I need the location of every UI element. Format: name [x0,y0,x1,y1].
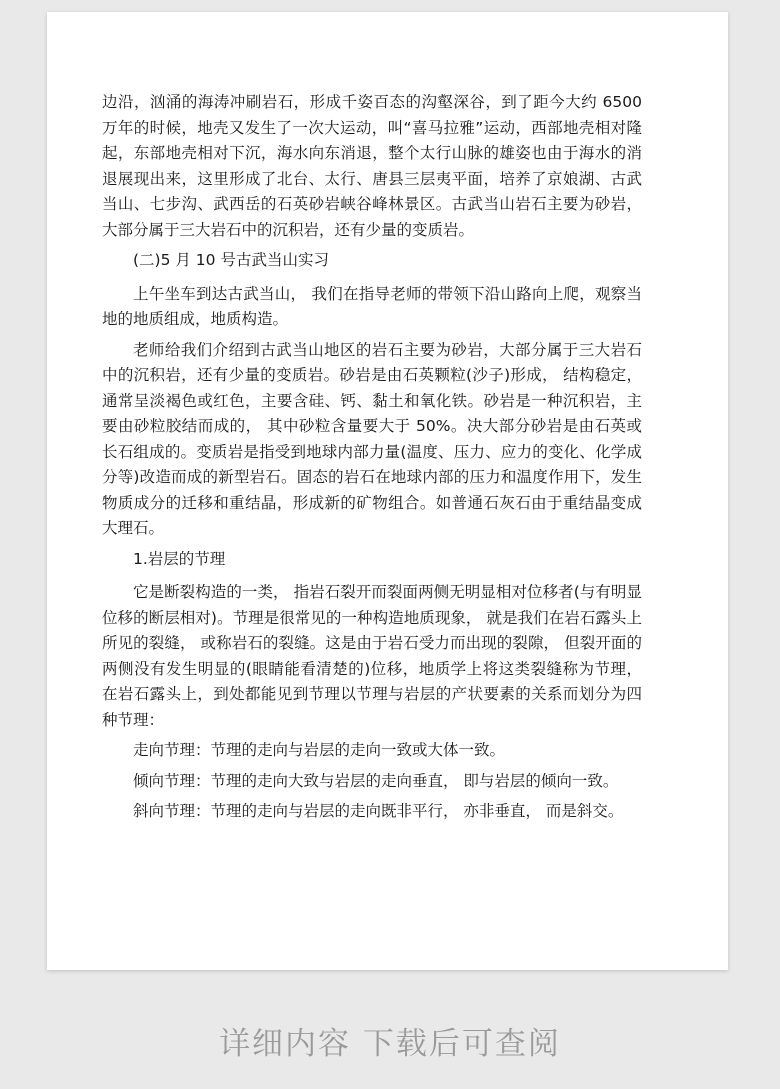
paragraph: 它是断裂构造的一类， 指岩石裂开而裂面两侧无明显相对位移者(与有明显位移的断层相对)。节理是很常见的一种构造地质现象， 就是我们在岩石露头上所见的裂缝， 或称岩石的裂缝。这是由于岩石受力而出现的裂隙， 但裂开面的两侧没有发生明显的(眼睛能看清楚的)位移，地质学上将这类裂缝称为节理， 在岩石露头上，到处都能见到节理以节理与岩层的产状要素的关系而划分为四种节理： [102,583,642,729]
list-item: 倾向节理：节理的走向大致与岩层的走向垂直， 即与岩层的倾向一致。 [133,771,619,790]
document-body [102,90,642,830]
paragraph: 老师给我们介绍到古武当山地区的岩石主要为砂岩，大部分属于三大岩石中的沉积岩，还有少量的变质岩。砂岩是由石英颗粒(沙子)形成， 结构稳定，通常呈淡褐色或红色，主要含硅、钙、黏土和氧化铁。砂岩是一种沉积岩，主要由砂粒胶结而成的， 其中砂粒含量要大于 50%。决大部分砂岩是由石英或长石组成的。变质岩是指受到地球内部力量(温度、压力、应力的变化、化学成分等)改造而成的新型岩石。固态的岩石在地球内部的压力和温度作用下，发生物质成分的迁移和重结晶，形成新的矿物组合。如普通石灰石由于重结晶变成大理石。 [102,340,642,537]
list-item: 走向节理：节理的走向与岩层的走向一致或大体一致。 [133,741,506,759]
download-prompt: 详细内容 下载后可查阅 [219,1026,561,1062]
paragraph: 上午坐车到达古武当山， 我们在指导老师的带领下沿山路向上爬，观察当地的地质组成，地质构造。 [102,284,642,328]
list-item: 斜向节理：节理的走向与岩层的走向既非平行， 亦非垂直， 而是斜交。 [133,802,624,820]
section-heading: (二)5 月 10 号古武当山实习 [133,251,329,269]
subsection-heading: 1.岩层的节理 [133,549,226,568]
paragraph-continued: 边沿，汹涌的海涛冲刷岩石，形成千姿百态的沟壑深谷，到了距今大约 6500 万年的时候，地壳又发生了一次大运动，叫“喜马拉雅”运动，西部地壳相对隆起，东部地壳相对下沉，海水向东消退，整个太行山脉的雄姿也由于海水的消退展现出来，这里形成了北台、太行、唐县三层夷平面，培养了京娘湖、古武当山、七步沟、武西岳的石英砂岩峡谷峰林景区。古武当山岩石主要为砂岩，大部分属于三大岩石中的沉积岩，还有少量的变质岩。 [102,93,642,239]
